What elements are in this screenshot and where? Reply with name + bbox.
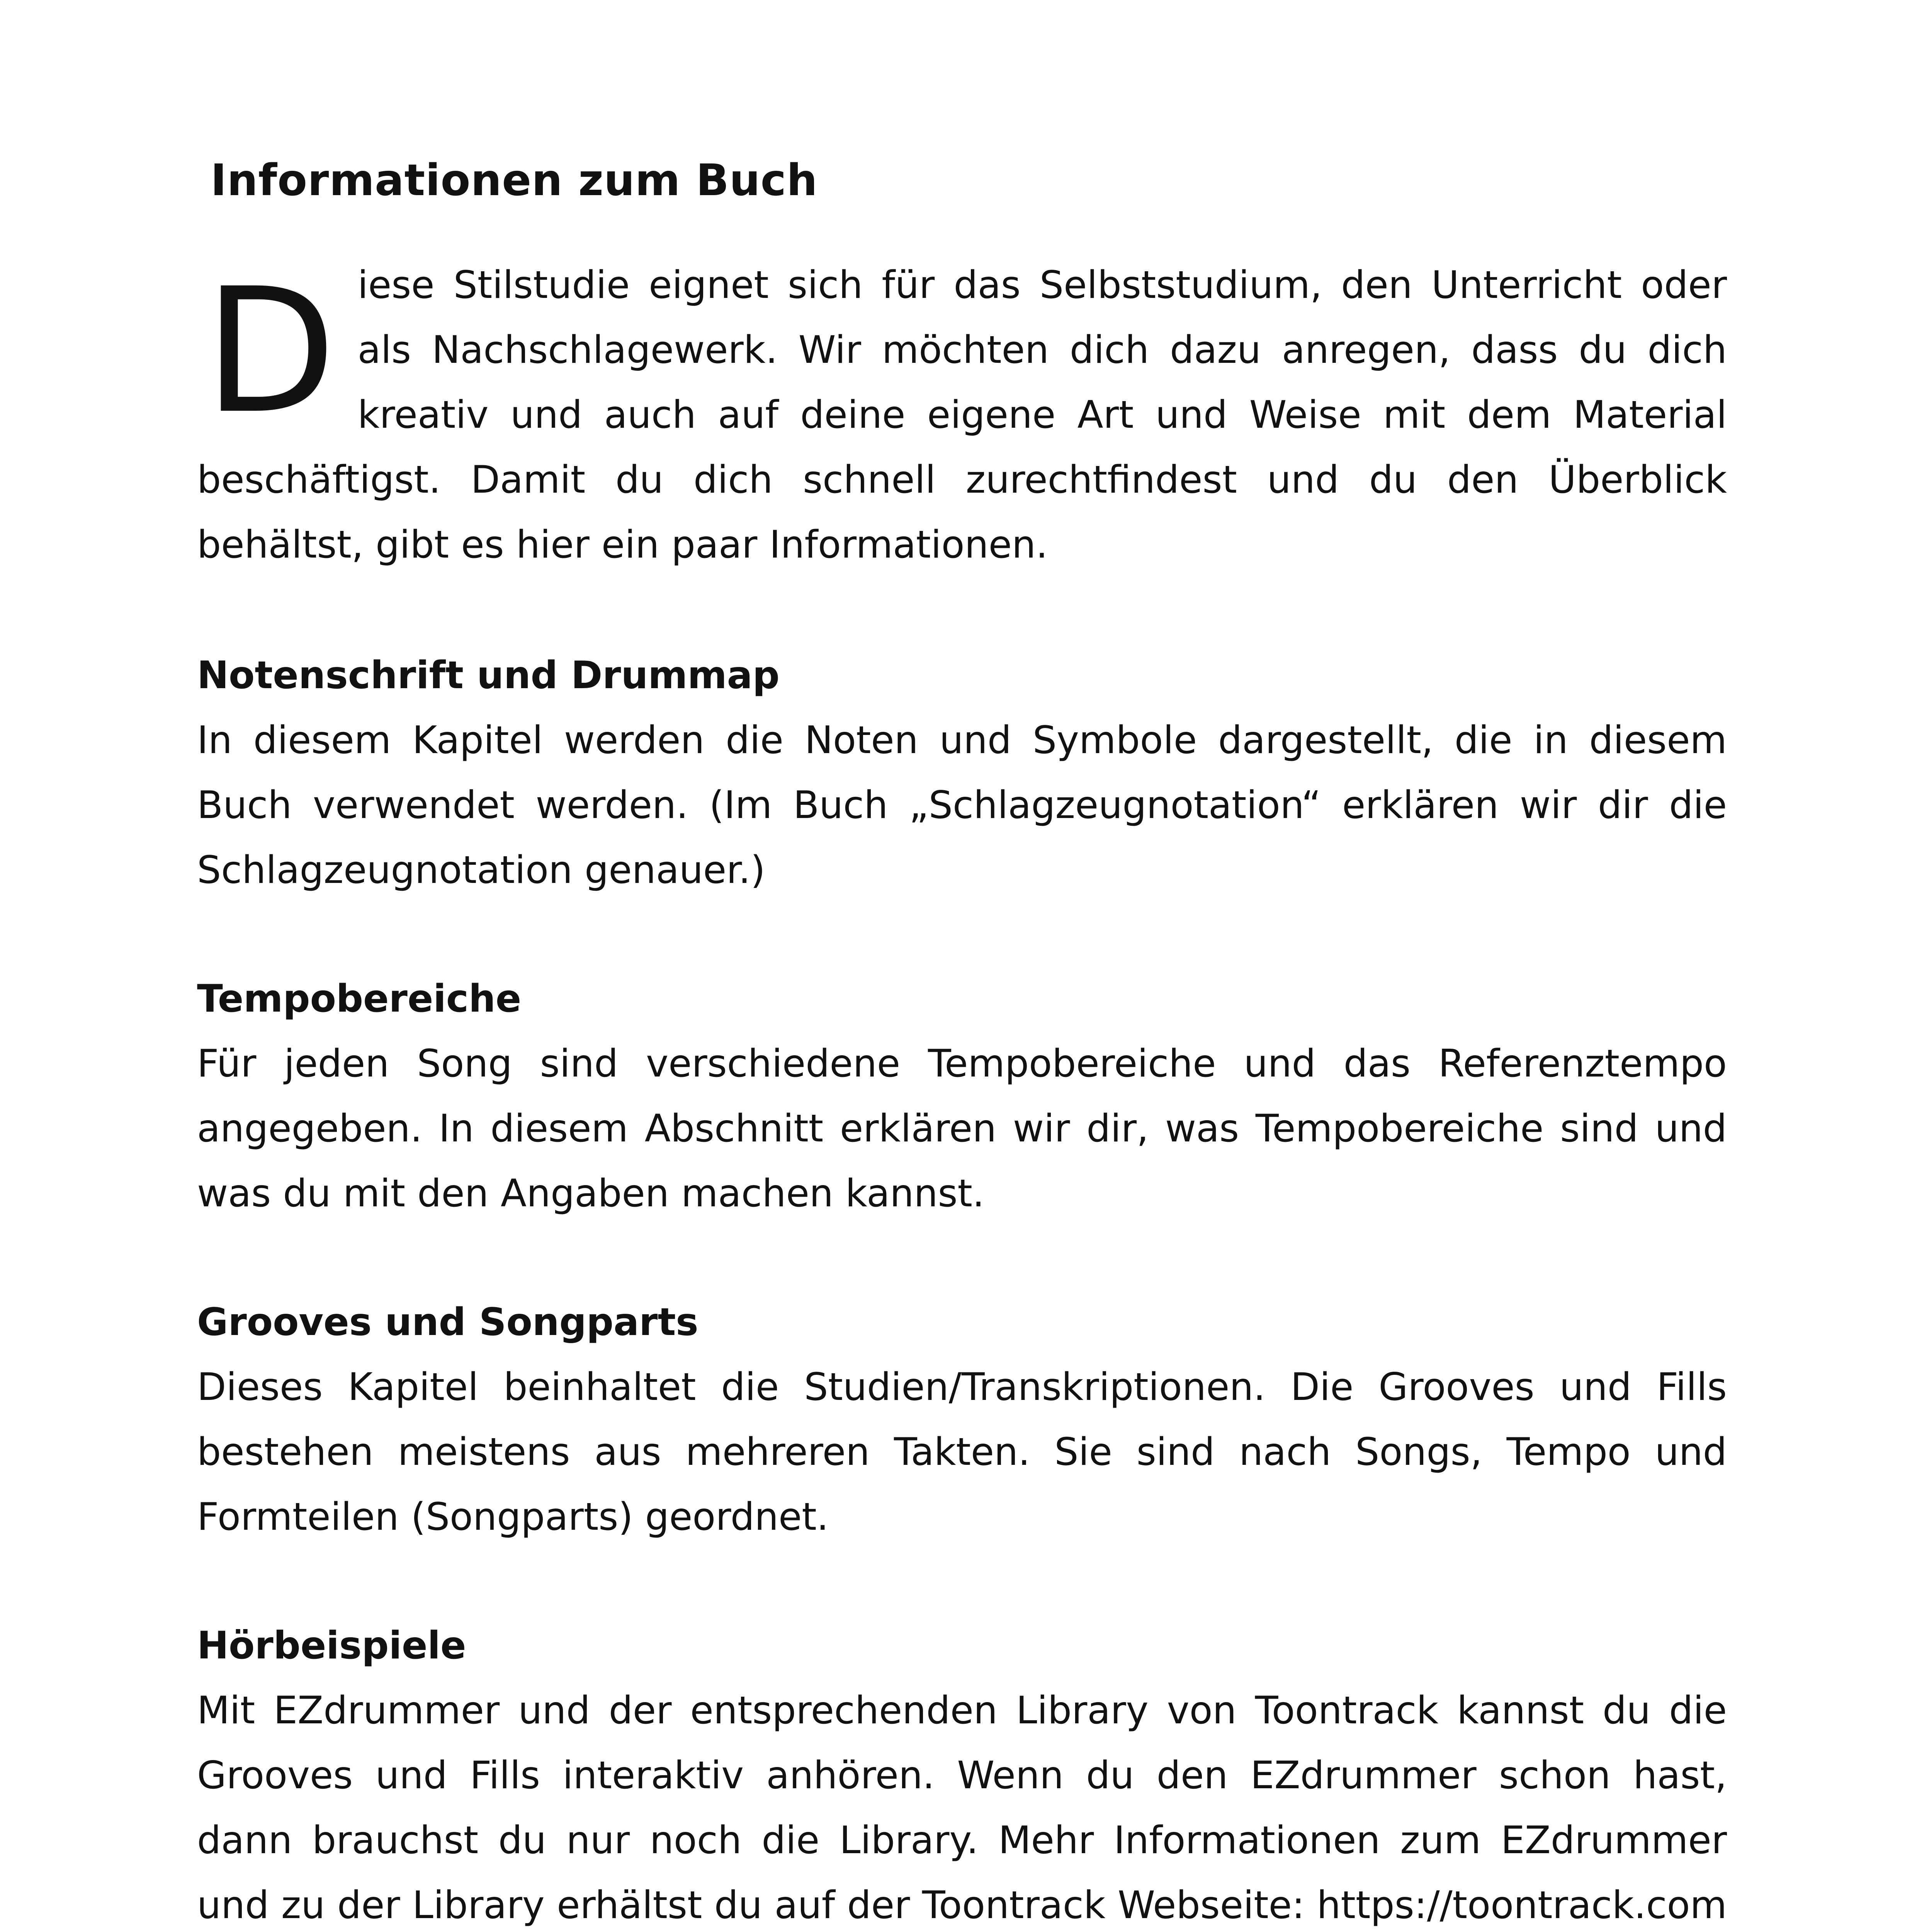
intro-paragraph <box>197 253 1727 577</box>
section-notenschrift <box>197 643 1727 903</box>
section-grooves <box>197 1290 1727 1549</box>
section-heading: Notenschrift und Drummap <box>197 653 780 698</box>
section-heading: Hörbeispiele <box>197 1624 466 1668</box>
section-body: In diesem Kapitel werden die Noten und Symbole dargestellt, die in diesem Buch verwendet werden. (Im Buch „Schlagzeugnotation“ erklären wir dir die Schlagzeugnotation genauer.) <box>197 718 1727 893</box>
section-heading: Tempobereiche <box>197 977 522 1021</box>
intro-text: iese Stilstudie eignet sich für das Selbststudium, den Unterricht oder als Nachschlagewerk. Wir möchten dich dazu anregen, dass du dich kreativ und auch auf deine eigene Art und Weise mit dem Material beschäftigst. Damit du dich schnell zurechtfindest und du den Überblick behältst, gibt es hier ein paar Informationen. <box>197 263 1727 567</box>
section-heading: Grooves und Songparts <box>197 1300 698 1345</box>
page-title: Informationen zum Buch <box>211 155 818 206</box>
page-content <box>197 155 1727 1932</box>
section-body: Dieses Kapitel beinhaltet die Studien/Transkriptionen. Die Grooves und Fills bestehen meistens aus mehreren Takten. Sie sind nach Songs, Tempo und Formteilen (Songparts) geordnet. <box>197 1365 1727 1539</box>
section-hoerbeispiele <box>197 1613 1727 1932</box>
section-body: Für jeden Song sind verschiedene Tempobereiche und das Referenztempo angegeben. In diesem Abschnitt erklären wir dir, was Tempobereiche sind und was du mit den Angaben machen kannst. <box>197 1042 1727 1216</box>
drop-cap: D <box>204 251 336 452</box>
section-tempobereiche <box>197 966 1727 1226</box>
section-body: Mit EZdrummer und der entsprechenden Library von Toontrack kannst du die Grooves und Fills interaktiv anhören. Wenn du den EZdrummer schon hast, dann brauchst du nur noch die Library. Mehr Informationen zum EZdrummer und zu der Library erhältst du auf der Toontrack Webseite: https://toontrack.com <box>197 1689 1727 1928</box>
